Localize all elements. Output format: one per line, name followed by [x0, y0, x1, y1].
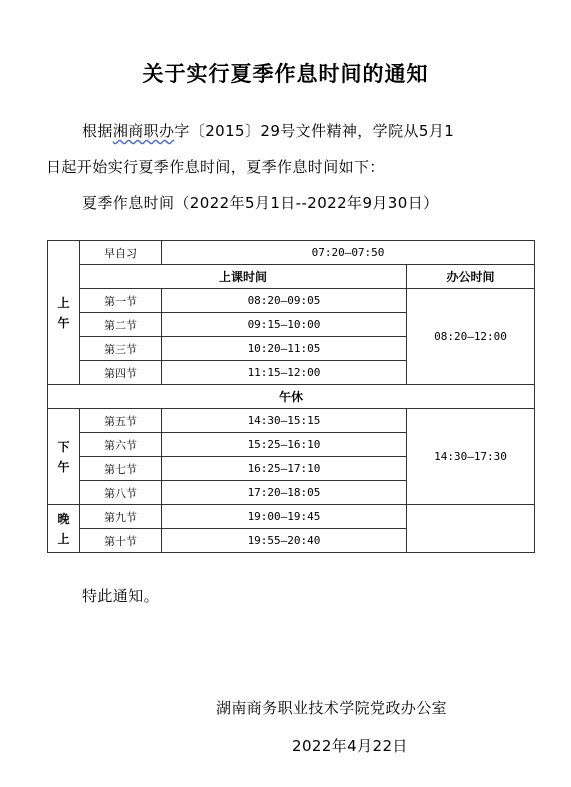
closing-text: 特此通知。: [82, 587, 160, 605]
session-label: 第十节: [80, 529, 162, 553]
session-time: 19:00—19:45: [162, 505, 407, 529]
evening-label: 晚上: [48, 505, 80, 553]
early-study-label: 早自习: [80, 241, 162, 265]
table-row: [48, 265, 535, 289]
session-time: 16:25—17:10: [162, 457, 407, 481]
session-time: 14:30—15:15: [162, 409, 407, 433]
office-time-header: 办公时间: [407, 265, 535, 289]
session-time: 11:15—12:00: [162, 361, 407, 385]
intro-text-before: 根据: [82, 122, 113, 140]
session-label: 第九节: [80, 505, 162, 529]
noon-break-row: 午休: [48, 385, 535, 409]
table-row: [48, 505, 535, 529]
session-label: 第五节: [80, 409, 162, 433]
intro-line-2: 日起开始实行夏季作息时间，夏季作息时间如下：: [46, 158, 385, 176]
afternoon-label: 下午: [48, 409, 80, 505]
session-label: 第八节: [80, 481, 162, 505]
morning-office-time: 08:20—12:00: [407, 289, 535, 385]
session-label: 第一节: [80, 289, 162, 313]
table-row: [48, 385, 535, 409]
schedule-table: [47, 240, 535, 553]
session-time: 10:20—11:05: [162, 337, 407, 361]
issuing-office: 湖南商务职业技术学院党政办公室: [216, 699, 448, 717]
table-row: [48, 409, 535, 433]
early-study-time: 07:20—07:50: [162, 241, 535, 265]
session-label: 第三节: [80, 337, 162, 361]
document-reference: 湘商职办: [112, 122, 175, 140]
afternoon-office-time: 14:30—17:30: [407, 409, 535, 505]
issue-date: 2022年4月22日: [292, 737, 408, 755]
session-label: 第四节: [80, 361, 162, 385]
session-time: 15:25—16:10: [162, 433, 407, 457]
session-time: 17:20—18:05: [162, 481, 407, 505]
table-row: [48, 241, 535, 265]
session-time: 19:55—20:40: [162, 529, 407, 553]
intro-line-1: [82, 120, 454, 141]
intro-text-after: 字〔2015〕29号文件精神，学院从5月1: [174, 122, 455, 140]
session-time: 09:15—10:00: [162, 313, 407, 337]
table-row: [48, 289, 535, 313]
session-label: 第六节: [80, 433, 162, 457]
evening-office-time-empty: [407, 505, 535, 553]
session-label: 第七节: [80, 457, 162, 481]
session-time: 08:20—09:05: [162, 289, 407, 313]
session-label: 第二节: [80, 313, 162, 337]
morning-label: 上午: [48, 241, 80, 385]
schedule-period-line: 夏季作息时间（2022年5月1日--2022年9月30日）: [82, 194, 439, 212]
notice-title: 关于实行夏季作息时间的通知: [142, 61, 429, 86]
class-time-header: 上课时间: [80, 265, 407, 289]
